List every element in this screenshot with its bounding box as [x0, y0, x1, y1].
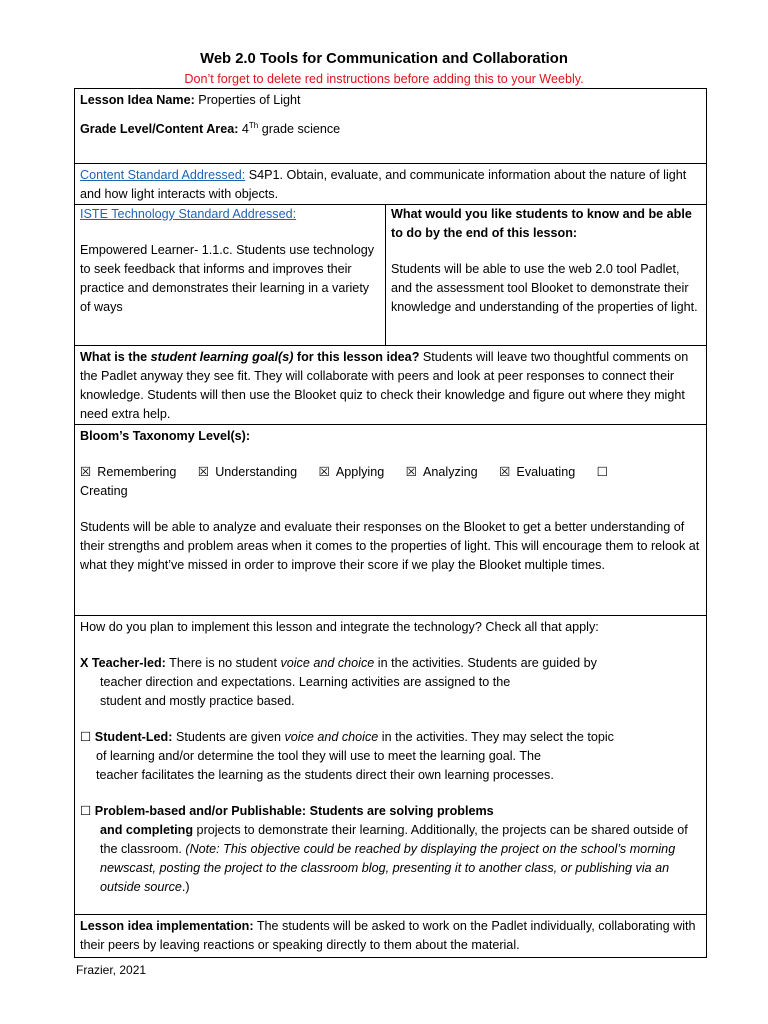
student-led-text-2: in the activities. They may select the topic: [378, 730, 614, 744]
student-led-line-3: teacher facilitates the learning as the students direct their own learning processes.: [96, 768, 554, 782]
iste-standard-link[interactable]: ISTE Technology Standard Addressed:: [80, 207, 297, 221]
grade-number: 4: [238, 122, 249, 136]
bloom-level-remembering[interactable]: [80, 465, 176, 479]
lesson-name-value: Properties of Light: [194, 93, 301, 107]
problem-based-end: .): [181, 880, 190, 894]
implementation-text: The students will be asked to work on the Padlet individually, collaborating with their peers by leaving reactions or speaking directly to them about the material.: [80, 919, 696, 952]
option-student-led[interactable]: [80, 728, 701, 747]
checkbox-unchecked-icon[interactable]: ☐: [80, 804, 92, 818]
problem-based-note: (Note: This objective could be reached by displaying the project on the school’s morning newscast, posting the project to the classroom blog, presenting it to another class, or publishing via an outside source: [100, 842, 676, 894]
learning-goal-row: [75, 346, 707, 425]
bloom-level-label: Applying: [335, 465, 385, 479]
implementation-row: [75, 915, 707, 958]
goal-text: Students will leave two thoughtful comments on the Padlet anyway they see fit. They will collaborate with peers and look at peer responses to connect their knowledge. Students will then use the Blooket quiz to check their knowledge and figure out where they might need extra help.: [80, 350, 689, 421]
document-title: Web 2.0 Tools for Communication and Collaboration: [200, 51, 568, 67]
know-question: What would you like students to know and be able to do by the end of this lesson:: [391, 207, 692, 240]
standards-row: [75, 205, 707, 346]
goal-question-post: for this lesson idea?: [293, 350, 420, 364]
bloom-level-label: Remembering: [97, 465, 177, 479]
teacher-led-italic: voice and choice: [280, 656, 375, 670]
implement-row: [75, 616, 707, 915]
red-instruction: Don’t forget to delete red instructions before adding this to your Weebly.: [184, 72, 584, 86]
teacher-led-label: Teacher-led:: [88, 656, 166, 670]
option-teacher-led[interactable]: [80, 654, 701, 673]
student-led-italic: voice and choice: [284, 730, 379, 744]
lesson-name-label: Lesson Idea Name:: [80, 93, 195, 107]
content-standard-row: [75, 164, 707, 205]
lesson-plan-table: [74, 88, 707, 958]
bloom-level-applying[interactable]: [319, 465, 385, 479]
bloom-row: [75, 425, 707, 616]
iste-standard-text: Empowered Learner- 1.1.c. Students use technology to seek feedback that informs and improves their practice and demonstrates their learning in a variety of ways: [80, 243, 375, 314]
bloom-explanation: Students will be able to analyze and evaluate their responses on the Blooket to get a better understanding of their strengths and problem areas when it comes to the properties of light. This will encourage them to relook at what they might’ve missed in order to improve their score if we play the Blooket multiple times.: [80, 520, 700, 572]
grade-superscript: Th: [248, 120, 259, 130]
problem-based-text-2: outside of the classroom.: [100, 823, 688, 856]
teacher-led-line-3: student and mostly practice based.: [100, 694, 295, 708]
content-standard-text: S4P1. Obtain, evaluate, and communicate information about the nature of light and how light interacts with objects.: [80, 168, 687, 201]
goal-question-italic: student learning goal(s): [150, 350, 294, 364]
footer-author: Frazier, 2021: [76, 963, 147, 977]
bloom-level-label: Understanding: [215, 465, 298, 479]
teacher-led-text: There is no student: [165, 656, 281, 670]
grade-level-label: Grade Level/Content Area:: [80, 122, 239, 136]
problem-based-bold: and completing: [100, 823, 194, 837]
checkbox-unchecked-icon[interactable]: ☐: [596, 465, 609, 479]
know-answer: Students will be able to use the web 2.0 tool Padlet, and the assessment tool Blooket to demonstrate their knowledge and understanding of the properties of light.: [391, 262, 698, 314]
checkbox-checked-icon: ☒: [197, 465, 210, 479]
checkbox-unchecked-icon[interactable]: ☐: [80, 730, 92, 744]
bloom-levels: [80, 463, 701, 501]
bloom-label: Bloom’s Taxonomy Level(s):: [80, 429, 251, 443]
teacher-led-line-2: teacher direction and expectations. Learning activities are assigned to the: [100, 675, 511, 689]
bloom-level-label: Evaluating: [516, 465, 576, 479]
implement-question: How do you plan to implement this lesson and integrate the technology? Check all that apply:: [80, 620, 599, 634]
implementation-label: Lesson idea implementation:: [80, 919, 254, 933]
problem-based-text: projects to demonstrate their learning. Additionally, the projects can be shared: [193, 823, 630, 837]
bloom-level-evaluating[interactable]: [499, 465, 575, 479]
problem-based-label: Problem-based and/or Publishable: Students are solving problems: [91, 804, 494, 818]
bloom-level-creating: Creating: [80, 484, 128, 498]
bloom-level-understanding[interactable]: [198, 465, 297, 479]
content-standard-link[interactable]: Content Standard Addressed:: [80, 168, 246, 182]
goal-question-pre: What is the: [80, 350, 151, 364]
grade-subject: grade science: [258, 122, 341, 136]
student-led-line-2: of learning and/or determine the tool they will use to meet the learning goal. The: [96, 749, 542, 763]
checkbox-checked-icon: ☒: [318, 465, 330, 479]
checkbox-checked-icon: ☒: [80, 465, 92, 479]
checkbox-checked-icon: ☒: [405, 465, 418, 479]
lesson-name-line: [80, 91, 701, 110]
problem-based-body: [80, 821, 701, 897]
lesson-info-row: [75, 89, 707, 164]
bloom-level-analyzing[interactable]: [406, 465, 478, 479]
bloom-level-label: Analyzing: [423, 465, 478, 479]
student-led-label: Student-Led:: [91, 730, 173, 744]
teacher-led-mark: X: [80, 656, 89, 670]
option-problem-based[interactable]: [80, 802, 701, 821]
teacher-led-text-2: in the activities. Students are guided by: [374, 656, 597, 670]
grade-level-line: [80, 120, 701, 139]
checkbox-checked-icon: ☒: [499, 465, 511, 479]
student-led-text: Students are given: [172, 730, 285, 744]
